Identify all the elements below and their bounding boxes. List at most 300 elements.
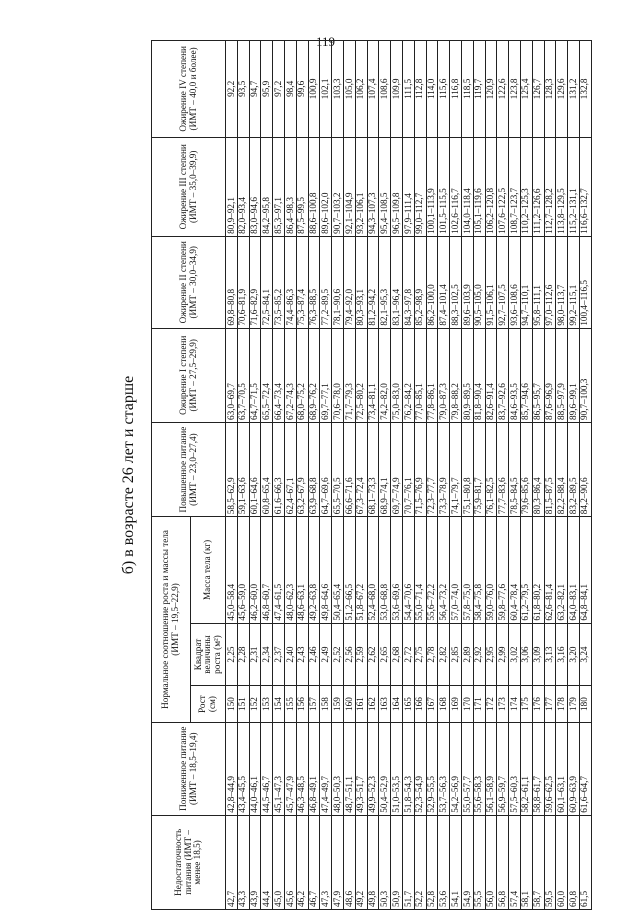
table-cell: 129,6 [556, 41, 568, 138]
table-row [284, 41, 296, 910]
table-cell: 101,5–115,5 [438, 137, 450, 236]
table-cell: 46,8–60,7 [261, 517, 273, 623]
table-cell: 51,2–66,5 [343, 517, 355, 623]
table-cell: 64,7–71,5 [249, 328, 261, 422]
table-cell: 71,7–79,3 [343, 328, 355, 422]
table-cell: 87,6–96,9 [544, 328, 556, 422]
table-cell: 49,8–64,6 [320, 517, 332, 623]
table-cell: 153 [261, 686, 273, 722]
table-cell: 172 [485, 686, 497, 722]
table-cell: 70,6–78,0 [332, 328, 344, 422]
table-cell: 47,4–49,7 [320, 722, 332, 815]
table-cell: 170 [461, 686, 473, 722]
table-cell: 94,7 [249, 41, 261, 138]
table-cell: 81,2–94,2 [367, 236, 379, 328]
table-row [249, 41, 261, 910]
table-cell: 49,8 [367, 815, 379, 909]
table-cell: 75,3–87,4 [296, 236, 308, 328]
table-cell: 2,92 [473, 623, 485, 686]
table-cell: 165 [402, 686, 414, 722]
table-cell: 60,1–63,1 [556, 722, 568, 815]
table-cell: 79,0–87,3 [438, 328, 450, 422]
table-cell: 55,6–58,3 [473, 722, 485, 815]
table-cell: 74,1–79,7 [450, 422, 462, 516]
table-cell: 55,6–72,2 [426, 517, 438, 623]
table-cell: 2,59 [355, 623, 367, 686]
table-cell: 72,5–84,1 [261, 236, 273, 328]
table-cell: 158 [320, 686, 332, 722]
table-cell: 54,4–70,6 [402, 517, 414, 623]
table-cell: 63,2–82,1 [556, 517, 568, 623]
table-cell: 3,13 [544, 623, 556, 686]
table-cell: 155 [284, 686, 296, 722]
table-cell: 2,78 [426, 623, 438, 686]
table-cell: 83,0–94,6 [249, 137, 261, 236]
table-cell: 92,2 [226, 41, 238, 138]
table-cell: 76,3–88,5 [308, 236, 320, 328]
table-row [473, 41, 485, 910]
table-cell: 3,20 [568, 623, 580, 686]
table-cell: 46,8–49,1 [308, 722, 320, 815]
table-cell: 3,09 [532, 623, 544, 686]
table-cell: 50,4–65,4 [332, 517, 344, 623]
table-cell: 164 [391, 686, 403, 722]
section-title: б) в возрасте 26 лет и старше [120, 375, 137, 575]
table-cell: 157 [308, 686, 320, 722]
table-cell: 112,7–128,2 [544, 137, 556, 236]
table-cell: 85,3–97,1 [273, 137, 285, 236]
table-cell: 2,56 [343, 623, 355, 686]
table-cell: 57,8–75,0 [461, 517, 473, 623]
table-cell: 89,6–99,1 [568, 328, 580, 422]
table-row [497, 41, 509, 910]
table-row [237, 41, 249, 910]
table-cell: 79,8–88,2 [450, 328, 462, 422]
table-cell: 2,49 [320, 623, 332, 686]
table-cell: 2,82 [438, 623, 450, 686]
table-cell: 48,0–62,3 [284, 517, 296, 623]
table-cell: 65,5–72,4 [261, 328, 273, 422]
table-cell: 93,5 [237, 41, 249, 138]
table-cell: 107,4 [367, 41, 379, 138]
table-cell: 48,6 [343, 815, 355, 909]
table-cell: 99,2–115,1 [568, 236, 580, 328]
header-obesity-3: Ожирение III степени (ИМТ – 35,0–39,9) [152, 137, 226, 236]
table-cell: 108,6 [379, 41, 391, 138]
table-cell: 80,3–86,4 [532, 422, 544, 516]
table-cell: 68,0–75,2 [296, 328, 308, 422]
table-cell: 154 [273, 686, 285, 722]
table-cell: 98,4 [284, 41, 296, 138]
table-cell: 94,7–110,1 [520, 236, 532, 328]
table-row [461, 41, 473, 910]
table-cell: 45,0 [273, 815, 285, 909]
table-cell: 55,0–71,4 [414, 517, 426, 623]
table-cell: 89,6–103,9 [461, 236, 473, 328]
table-cell: 50,9 [391, 815, 403, 909]
table-cell: 83,7–92,6 [497, 328, 509, 422]
table-cell: 57,4 [509, 815, 521, 909]
table-cell: 123,8 [509, 41, 521, 138]
table-cell: 68,9–74,1 [379, 422, 391, 516]
table-body [226, 41, 592, 910]
table-cell: 60,9–63,9 [568, 722, 580, 815]
table-row [414, 41, 426, 910]
table-cell: 169 [450, 686, 462, 722]
table-cell: 46,2 [296, 815, 308, 909]
table-cell: 73,3–78,9 [438, 422, 450, 516]
table-cell: 86,4–98,3 [284, 137, 296, 236]
table-cell: 72,3–77,7 [426, 422, 438, 516]
table-cell: 59,1–63,6 [237, 422, 249, 516]
table-cell: 50,3 [379, 815, 391, 909]
table-cell: 2,62 [367, 623, 379, 686]
table-cell: 75,1–80,8 [461, 422, 473, 516]
table-cell: 82,6–91,4 [485, 328, 497, 422]
header-obesity-4: Ожирение IV степени (ИМТ – 40,0 и более) [152, 41, 226, 138]
table-cell: 75,0–83,0 [391, 328, 403, 422]
table-cell: 52,4–68,0 [367, 517, 379, 623]
table-cell: 48,6–63,1 [296, 517, 308, 623]
table-cell: 64,0–83,1 [568, 517, 580, 623]
table-cell: 93,6–108,6 [509, 236, 521, 328]
table-cell: 43,3 [237, 815, 249, 909]
table-cell: 2,40 [284, 623, 296, 686]
table-cell: 61,8–80,2 [532, 517, 544, 623]
table-row [438, 41, 450, 910]
table-cell: 51,0–53,5 [391, 722, 403, 815]
table-cell: 56,4–73,2 [438, 517, 450, 623]
table-cell: 112,8 [414, 41, 426, 138]
table-cell: 55,5 [473, 815, 485, 909]
table-cell: 111,5 [402, 41, 414, 138]
table-cell: 74,4–86,3 [284, 236, 296, 328]
table-cell: 2,65 [379, 623, 391, 686]
table-cell: 79,6–85,6 [520, 422, 532, 516]
table-cell: 81,8–90,4 [473, 328, 485, 422]
table-cell: 110,2–125,3 [520, 137, 532, 236]
table-cell: 167 [426, 686, 438, 722]
table-cell: 2,31 [249, 623, 261, 686]
table-cell: 52,3–54,9 [414, 722, 426, 815]
header-underweight: Недостаточность питания (ИМТ – менее 18,5) [152, 815, 226, 909]
table-cell: 80,9–89,5 [461, 328, 473, 422]
table-cell: 45,1–47,3 [273, 722, 285, 815]
table-cell: 49,2–63,8 [308, 517, 320, 623]
table-cell: 161 [355, 686, 367, 722]
header-height: Рост (см) [191, 686, 226, 722]
table-cell: 3,16 [556, 623, 568, 686]
header-reduced: Пониженное питание (ИМТ – 18,5–19,4) [152, 722, 226, 815]
table-cell: 120,9 [485, 41, 497, 138]
table-cell: 51,7 [402, 815, 414, 909]
table-cell: 74,2–82,0 [379, 328, 391, 422]
table-cell: 89,6–102,0 [320, 137, 332, 236]
table-cell: 128,3 [544, 41, 556, 138]
table-row [450, 41, 462, 910]
header-height-squared: Квадрат величины роста (м²) [191, 623, 226, 686]
table-row [391, 41, 403, 910]
table-cell: 45,6 [284, 815, 296, 909]
table-cell: 3,02 [509, 623, 521, 686]
table-cell: 45,7–47,9 [284, 722, 296, 815]
table-cell: 77,8–86,1 [426, 328, 438, 422]
table-cell: 168 [438, 686, 450, 722]
table-cell: 44,0–46,1 [249, 722, 261, 815]
table-cell: 61,6–66,3 [273, 422, 285, 516]
table-row [520, 41, 532, 910]
table-cell: 115,2–131,1 [568, 137, 580, 236]
table-cell: 166 [414, 686, 426, 722]
table-cell: 55,0–57,7 [461, 722, 473, 815]
table-cell: 2,37 [273, 623, 285, 686]
table-cell: 177 [544, 686, 556, 722]
table-cell: 47,9 [332, 815, 344, 909]
table-cell: 2,46 [308, 623, 320, 686]
table-cell: 83,2–89,5 [568, 422, 580, 516]
table-cell: 2,89 [461, 623, 473, 686]
table-cell: 60,8–65,4 [261, 422, 273, 516]
table-cell: 95,4–108,5 [379, 137, 391, 236]
table-cell: 56,1–58,9 [485, 722, 497, 815]
table-cell: 58,2–61,1 [520, 722, 532, 815]
table-row [308, 41, 320, 910]
table-cell: 61,2–79,5 [520, 517, 532, 623]
table-row [332, 41, 344, 910]
table-cell: 84,6–93,5 [509, 328, 521, 422]
table-cell: 49,9–52,3 [367, 722, 379, 815]
table-cell: 111,2–126,6 [532, 137, 544, 236]
table-cell: 77,0–85,1 [414, 328, 426, 422]
table-cell: 82,2–88,4 [556, 422, 568, 516]
table-cell: 93,2–106,1 [355, 137, 367, 236]
table-cell: 132,8 [579, 41, 591, 138]
table-row [343, 41, 355, 910]
table-cell: 90,7–100,3 [579, 328, 591, 422]
table-cell: 45,0–58,4 [226, 517, 238, 623]
table-cell: 81,5–87,5 [544, 422, 556, 516]
table-cell: 61,6–64,7 [579, 722, 591, 815]
table-cell: 57,5–60,3 [509, 722, 521, 815]
table-cell: 2,34 [261, 623, 273, 686]
table-cell: 95,9 [261, 41, 273, 138]
table-cell: 152 [249, 686, 261, 722]
table-cell: 86,5–95,7 [532, 328, 544, 422]
table-cell: 2,75 [414, 623, 426, 686]
table-cell: 75,9–81,7 [473, 422, 485, 516]
table-cell: 87,5–99,5 [296, 137, 308, 236]
table-cell: 51,8–67,2 [355, 517, 367, 623]
table-cell: 88,6–100,8 [308, 137, 320, 236]
table-cell: 43,9 [249, 815, 261, 909]
table-cell: 2,68 [391, 623, 403, 686]
table-cell: 53,6 [438, 815, 450, 909]
table-cell: 178 [556, 686, 568, 722]
table-row [556, 41, 568, 910]
table-cell: 105,0 [343, 41, 355, 138]
table-cell: 58,1 [520, 815, 532, 909]
table-cell: 56,0 [485, 815, 497, 909]
table-cell: 98,0–113,7 [556, 236, 568, 328]
table-cell: 159 [332, 686, 344, 722]
table-cell: 71,5–76,9 [414, 422, 426, 516]
table-cell: 2,85 [450, 623, 462, 686]
table-cell: 115,6 [438, 41, 450, 138]
table-cell: 42,7 [226, 815, 238, 909]
table-cell: 71,6–82,9 [249, 236, 261, 328]
table-cell: 64,7–69,6 [320, 422, 332, 516]
table-cell: 54,2–56,9 [450, 722, 462, 815]
table-cell: 54,9 [461, 815, 473, 909]
table-cell: 84,2–95,8 [261, 137, 273, 236]
table-cell: 58,4–75,8 [473, 517, 485, 623]
header-obesity-1: Ожирение I степени (ИМТ – 27,5–29,9) [152, 328, 226, 422]
table-cell: 102,1 [320, 41, 332, 138]
table-cell: 109,9 [391, 41, 403, 138]
table-cell: 78,5–84,5 [509, 422, 521, 516]
table-cell: 99,6 [296, 41, 308, 138]
table-cell: 56,9–59,7 [497, 722, 509, 815]
table-cell: 90,7–103,2 [332, 137, 344, 236]
table-row [579, 41, 591, 910]
table-cell: 60,1–64,6 [249, 422, 261, 516]
table-cell: 99,0–112,7 [414, 137, 426, 236]
table-cell: 3,24 [579, 623, 591, 686]
table-cell: 163 [379, 686, 391, 722]
table-cell: 114,0 [426, 41, 438, 138]
table-row [273, 41, 285, 910]
table-cell: 52,9–55,5 [426, 722, 438, 815]
table-row [544, 41, 556, 910]
table-cell: 116,8 [450, 41, 462, 138]
table-cell: 100,1–113,9 [426, 137, 438, 236]
table-cell: 171 [473, 686, 485, 722]
table-cell: 45,6–59,0 [237, 517, 249, 623]
table-cell: 176 [532, 686, 544, 722]
table-cell: 58,5–62,9 [226, 422, 238, 516]
table-cell: 106,2 [355, 41, 367, 138]
table-cell: 173 [497, 686, 509, 722]
table-cell: 77,7–83,6 [497, 422, 509, 516]
table-cell: 43,4–45,5 [237, 722, 249, 815]
table-cell: 42,8–44,9 [226, 722, 238, 815]
table-cell: 174 [509, 686, 521, 722]
table-cell: 2,25 [226, 623, 238, 686]
table-cell: 156 [296, 686, 308, 722]
table-cell: 108,7–123,7 [509, 137, 521, 236]
table-row [568, 41, 580, 910]
table-cell: 62,4–67,1 [284, 422, 296, 516]
table-cell: 179 [568, 686, 580, 722]
table-cell: 103,3 [332, 41, 344, 138]
table-cell: 65,5–70,5 [332, 422, 344, 516]
table-cell: 94,3–107,3 [367, 137, 379, 236]
table-cell: 46,3–48,5 [296, 722, 308, 815]
table-cell: 46,2–60,0 [249, 517, 261, 623]
table-cell: 122,6 [497, 41, 509, 138]
table-cell: 59,5 [544, 815, 556, 909]
table-cell: 48,7–51,1 [343, 722, 355, 815]
table-cell: 2,99 [497, 623, 509, 686]
table-cell: 175 [520, 686, 532, 722]
table-cell: 97,2 [273, 41, 285, 138]
table-cell: 180 [579, 686, 591, 722]
table-cell: 2,52 [332, 623, 344, 686]
table-cell: 63,7–70,5 [237, 328, 249, 422]
table-cell: 126,7 [532, 41, 544, 138]
table-cell: 97,9–111,4 [402, 137, 414, 236]
table-cell: 80,9–92,1 [226, 137, 238, 236]
table-cell: 53,0–68,8 [379, 517, 391, 623]
table-row [226, 41, 238, 910]
table-cell: 60,8 [568, 815, 580, 909]
table-cell: 88,5–97,9 [556, 328, 568, 422]
table-cell: 46,7 [308, 815, 320, 909]
table-cell: 59,0–76,0 [485, 517, 497, 623]
table-cell: 47,4–61,5 [273, 517, 285, 623]
table-cell: 61,5 [579, 815, 591, 909]
table-row [532, 41, 544, 910]
table-cell: 70,7–76,1 [402, 422, 414, 516]
table-cell: 63,2–67,9 [296, 422, 308, 516]
table-cell: 44,4 [261, 815, 273, 909]
table-cell: 73,5–85,2 [273, 236, 285, 328]
table-cell: 73,4–81,1 [367, 328, 379, 422]
table-cell: 67,2–74,3 [284, 328, 296, 422]
table-cell: 49,2 [355, 815, 367, 909]
table-row [426, 41, 438, 910]
table-row [509, 41, 521, 910]
rotated-table-region [85, 40, 640, 910]
table-cell: 3,06 [520, 623, 532, 686]
bmi-table [151, 40, 592, 910]
table-row [402, 41, 414, 910]
table-cell: 95,8–111,1 [532, 236, 544, 328]
table-cell: 68,1–73,3 [367, 422, 379, 516]
header-overweight: Повышенное питание (ИМТ – 23,0–27,4) [152, 422, 226, 516]
table-cell: 63,0–69,7 [226, 328, 238, 422]
table-cell: 85,7–94,6 [520, 328, 532, 422]
table-cell: 151 [237, 686, 249, 722]
table-cell: 66,6–71,6 [343, 422, 355, 516]
table-cell: 79,4–92,0 [343, 236, 355, 328]
table-cell: 63,9–68,8 [308, 422, 320, 516]
table-cell: 162 [367, 686, 379, 722]
table-cell: 92,7–107,5 [497, 236, 509, 328]
table-cell: 80,3–93,1 [355, 236, 367, 328]
table-cell: 116,6–132,7 [579, 137, 591, 236]
table-cell: 51,8–54,3 [402, 722, 414, 815]
table-cell: 2,43 [296, 623, 308, 686]
table-cell: 2,72 [402, 623, 414, 686]
table-cell: 91,5–106,1 [485, 236, 497, 328]
table-row [320, 41, 332, 910]
table-cell: 84,2–90,6 [579, 422, 591, 516]
table-cell: 69,7–74,9 [391, 422, 403, 516]
table-cell: 160 [343, 686, 355, 722]
table-row [367, 41, 379, 910]
table-cell: 52,2 [414, 815, 426, 909]
table-cell: 84,3–97,8 [402, 236, 414, 328]
table-cell: 69,7–77,1 [320, 328, 332, 422]
table-cell: 104,0–118,4 [461, 137, 473, 236]
table-cell: 118,5 [461, 41, 473, 138]
table-cell: 119,7 [473, 41, 485, 138]
table-cell: 50,4–52,9 [379, 722, 391, 815]
table-cell: 59,8–77,6 [497, 517, 509, 623]
table-cell: 57,0–74,0 [450, 517, 462, 623]
table-cell: 56,8 [497, 815, 509, 909]
